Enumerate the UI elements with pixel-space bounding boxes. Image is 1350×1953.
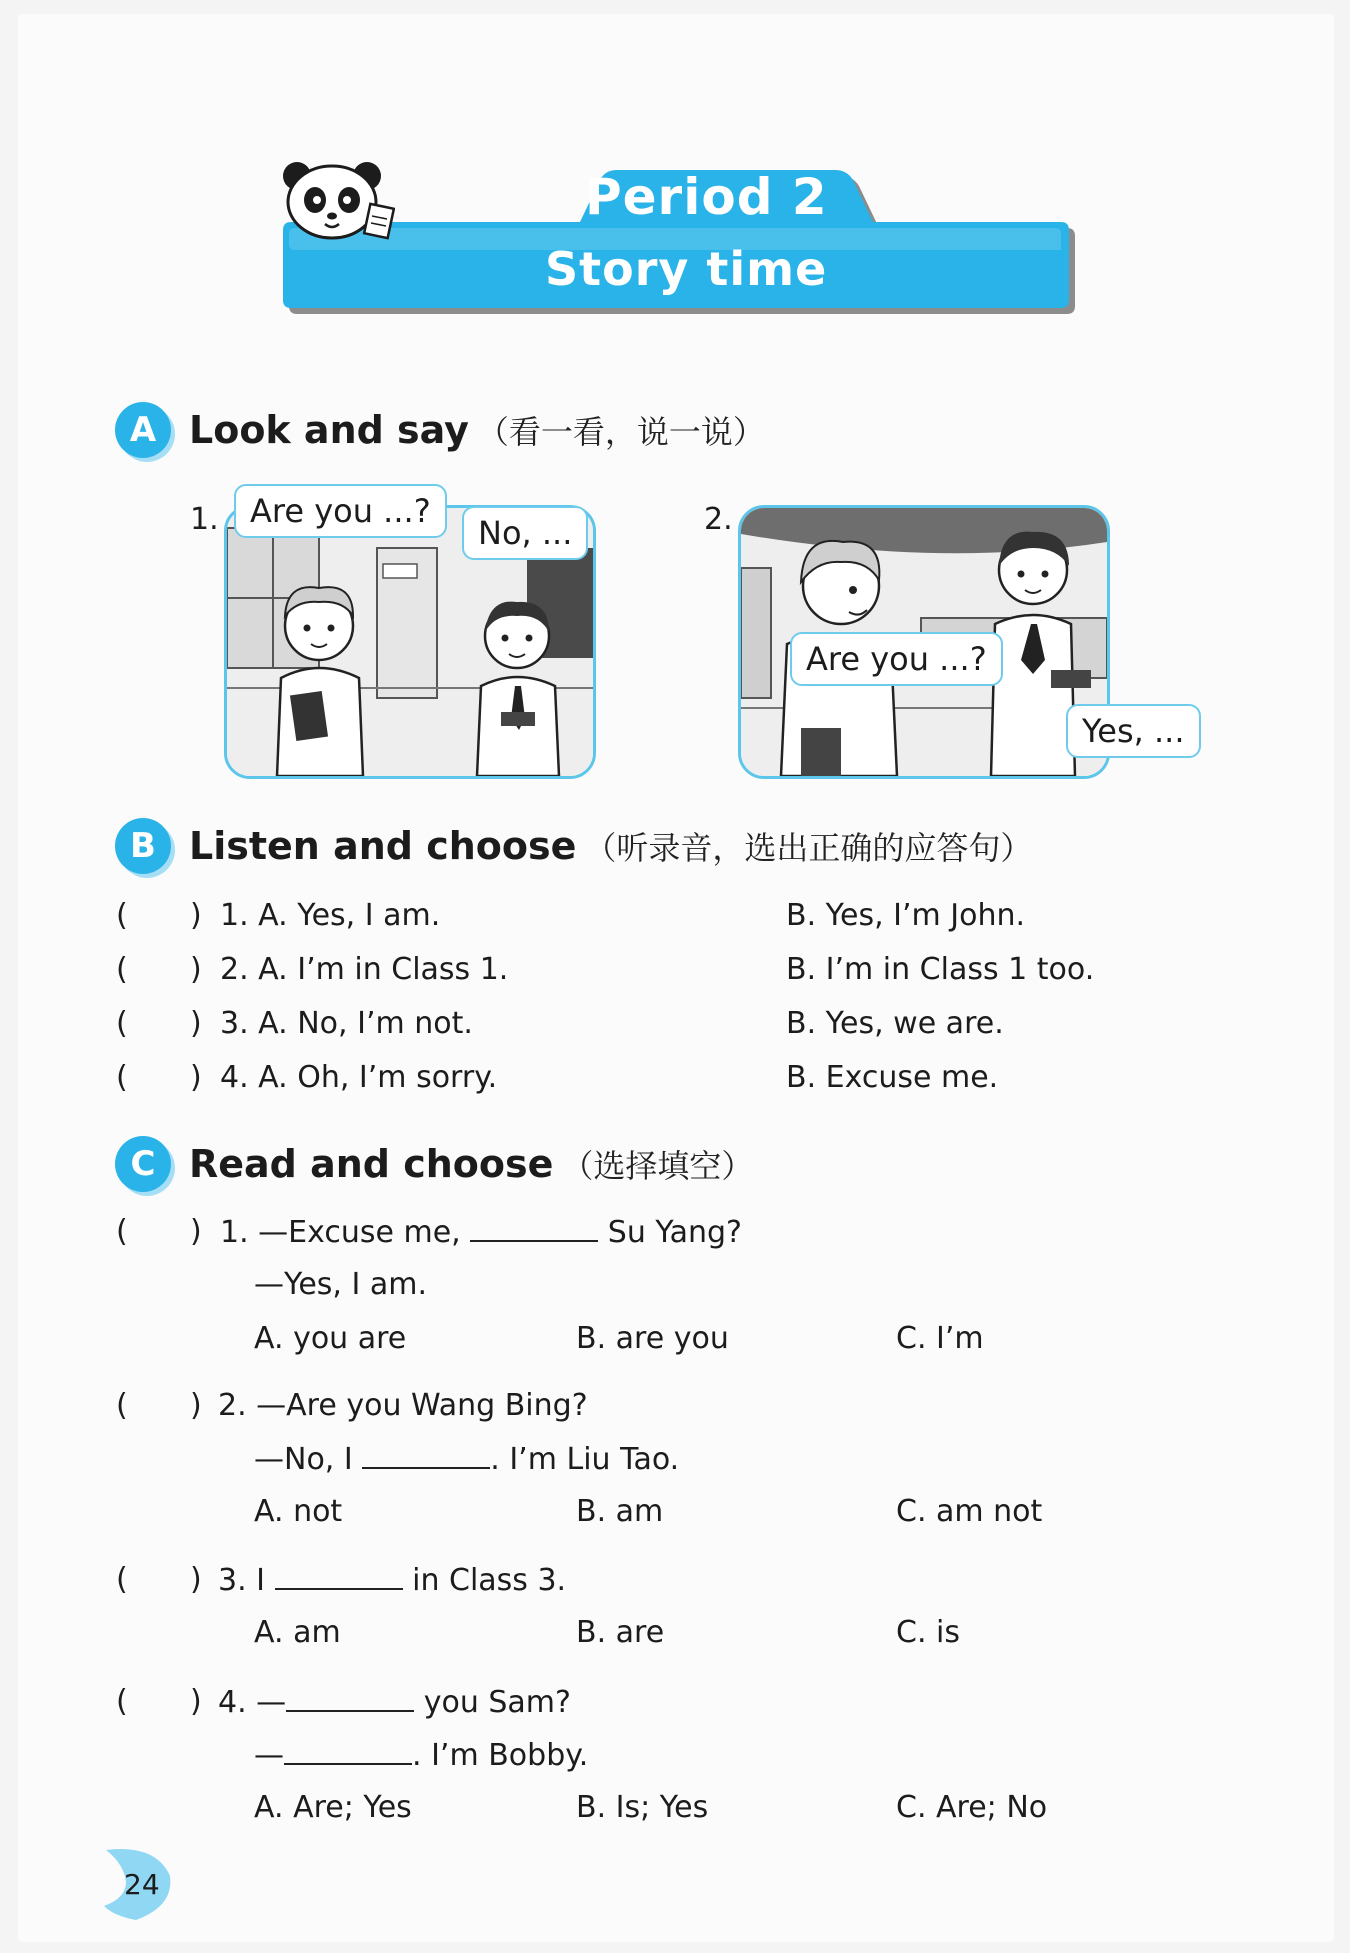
c-q2-question: 2. —Are you Wang Bing? xyxy=(218,1388,588,1423)
c-question-4-answer xyxy=(254,1737,588,1773)
answer-paren-close: ) xyxy=(190,1006,202,1041)
b-item-2-option-a: 2. A. I’m in Class 1. xyxy=(220,952,509,987)
answer-paren-open[interactable]: ( xyxy=(116,952,128,987)
c-q1-option-b: B. are you xyxy=(576,1321,729,1356)
c-q3-option-c: C. is xyxy=(896,1615,960,1650)
answer-paren-close: ) xyxy=(190,952,202,987)
answer-paren-open[interactable]: ( xyxy=(116,898,128,933)
b-item-1-option-a: 1. A. Yes, I am. xyxy=(220,898,441,933)
section-c-heading xyxy=(115,1136,753,1192)
c-question-2-answer xyxy=(254,1441,679,1477)
c-q2-option-b: B. am xyxy=(576,1494,664,1529)
picture-2-bubble-question: Are you ...? xyxy=(790,632,1003,686)
section-c-title: Read and choose xyxy=(189,1142,554,1186)
c-q4-option-b: B. Is; Yes xyxy=(576,1790,709,1825)
b-item-4-option-a: 4. A. Oh, I’m sorry. xyxy=(220,1060,498,1095)
section-b-badge: B xyxy=(115,818,171,874)
fill-blank[interactable] xyxy=(470,1214,598,1242)
section-c-badge: C xyxy=(115,1136,171,1192)
c-q4-text-before: 4. — xyxy=(218,1685,287,1720)
c-q1-text-before: 1. —Excuse me, xyxy=(220,1215,461,1250)
answer-paren-open[interactable]: ( xyxy=(116,1562,128,1597)
c-q3-option-a: A. am xyxy=(254,1615,341,1650)
c-q2-option-a: A. not xyxy=(254,1494,343,1529)
c-q1-text-after: Su Yang? xyxy=(607,1215,742,1250)
fill-blank[interactable] xyxy=(286,1684,414,1712)
c-question-1 xyxy=(220,1214,742,1250)
answer-paren-open[interactable]: ( xyxy=(116,1060,128,1095)
picture-2-bubble-answer: Yes, ... xyxy=(1066,704,1201,758)
section-b-title: Listen and choose xyxy=(189,824,577,868)
section-c-title-cn: （选择填空） xyxy=(561,1147,754,1185)
b-item-2-option-b: B. I’m in Class 1 too. xyxy=(786,952,1095,987)
fill-blank[interactable] xyxy=(362,1441,490,1469)
fill-blank[interactable] xyxy=(275,1562,403,1590)
c-question-3 xyxy=(218,1562,566,1598)
c-q3-text-after: in Class 3. xyxy=(412,1563,567,1598)
banner-subtitle: Story time xyxy=(545,242,828,296)
answer-paren-close: ) xyxy=(190,1060,202,1095)
c-q4-answer-after: . I’m Bobby. xyxy=(412,1738,589,1773)
answer-paren-close: ) xyxy=(190,1684,202,1719)
c-question-4 xyxy=(218,1684,571,1720)
answer-paren-close: ) xyxy=(190,1214,202,1249)
section-b-title-cn: （听录音，选出正确的应答句） xyxy=(584,829,1033,867)
b-item-1-option-b: B. Yes, I’m John. xyxy=(786,898,1026,933)
section-b-heading xyxy=(115,818,1032,874)
panda-mascot-icon xyxy=(275,158,395,250)
answer-paren-open[interactable]: ( xyxy=(116,1388,128,1423)
answer-paren-open[interactable]: ( xyxy=(116,1214,128,1249)
period-banner xyxy=(275,158,1075,318)
banner-title: Period 2 xyxy=(585,168,828,226)
answer-paren-open[interactable]: ( xyxy=(116,1684,128,1719)
c-q1-option-a: A. you are xyxy=(254,1321,407,1356)
c-q2-answer-before: —No, I xyxy=(254,1442,353,1477)
c-q4-text-after: you Sam? xyxy=(423,1685,571,1720)
answer-paren-open[interactable]: ( xyxy=(116,1006,128,1041)
c-q4-option-c: C. Are; No xyxy=(896,1790,1048,1825)
c-q4-answer-before: — xyxy=(254,1738,284,1773)
c-q4-option-a: A. Are; Yes xyxy=(254,1790,412,1825)
section-a-title: Look and say xyxy=(189,408,469,452)
c-q2-answer-after: . I’m Liu Tao. xyxy=(490,1442,680,1477)
section-a-heading xyxy=(115,402,765,458)
picture-1-bubble-question: Are you ...? xyxy=(234,484,447,538)
b-item-4-option-b: B. Excuse me. xyxy=(786,1060,999,1095)
picture-1-number: 1. xyxy=(190,502,219,537)
answer-paren-close: ) xyxy=(190,898,202,933)
answer-paren-close: ) xyxy=(190,1388,202,1423)
c-q3-option-b: B. are xyxy=(576,1615,665,1650)
c-q1-option-c: C. I’m xyxy=(896,1321,984,1356)
b-item-3-option-b: B. Yes, we are. xyxy=(786,1006,1004,1041)
b-item-3-option-a: 3. A. No, I’m not. xyxy=(220,1006,473,1041)
section-a-title-cn: （看一看，说一说） xyxy=(476,413,765,451)
c-q3-text-before: 3. I xyxy=(218,1563,266,1598)
picture-1-bubble-answer: No, ... xyxy=(462,506,588,560)
page-number: 24 xyxy=(124,1868,160,1901)
answer-paren-close: ) xyxy=(190,1562,202,1597)
c-q1-answer-line: —Yes, I am. xyxy=(254,1267,428,1302)
section-a-badge: A xyxy=(115,402,171,458)
picture-2-number: 2. xyxy=(704,502,733,537)
c-q2-option-c: C. am not xyxy=(896,1494,1043,1529)
fill-blank[interactable] xyxy=(284,1737,412,1765)
